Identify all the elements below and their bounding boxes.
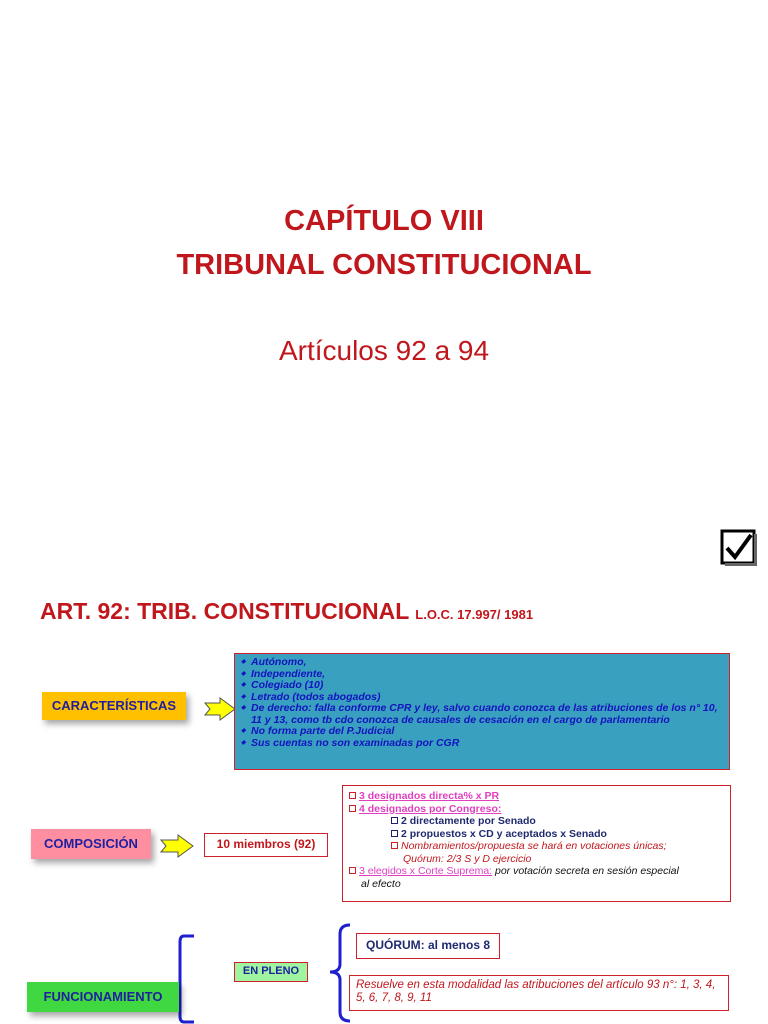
quorum-box: QUÓRUM: al menos 8 [356,933,500,959]
comp-subitem-senado: 2 directamente por Senado [401,815,536,827]
checkbox-icon [391,842,398,849]
miembros-box: 10 miembros (92) [204,833,328,857]
arrow-right-icon [204,697,236,721]
articles-subtitle: Artículos 92 a 94 [278,335,490,366]
article-law-ref: L.O.C. 17.997/ 1981 [415,607,534,622]
chapter-title: CAPÍTULO VIII [284,205,484,237]
article-title [40,598,533,625]
list-item: ◆ Sus cuentas no son examinadas por CGR [241,738,723,750]
composicion-box [342,785,731,902]
caracteristicas-label: CARACTERÍSTICAS [42,692,186,720]
chapter-subtitle: TRIBUNAL CONSTITUCIONAL [176,249,592,281]
list-item: ◆ Independiente, [241,669,723,681]
arrow-right-icon [160,834,194,858]
comp-item-congreso: 4 designados por Congreso: [359,802,502,815]
comp-item-corte-rest: por votación secreta en sesión especial [492,865,679,877]
comp-item-corte-line2: al efecto [361,877,401,890]
checked-box-icon [720,529,758,567]
checkbox-icon [349,867,356,874]
caracteristicas-box [234,653,730,770]
comp-subitem-nombramientos: Nombramientos/propuesta se hará en votaciones únicas; [401,840,667,852]
en-pleno-box: EN PLENO [234,962,308,982]
checkbox-icon [349,805,356,812]
list-item: ◆ Colegiado (10) [241,680,723,692]
composicion-label: COMPOSICIÓN [31,829,151,859]
checkbox-icon [391,830,398,837]
article-title-text: ART. 92: TRIB. CONSTITUCIONAL [40,598,409,624]
funcionamiento-label: FUNCIONAMIENTO [27,982,179,1012]
checkbox-icon [349,792,356,799]
checkbox-icon [391,817,398,824]
list-item: ◆ Autónomo, [241,657,723,669]
list-item: ◆ Letrado (todos abogados) [241,692,723,704]
comp-subitem-cd: 2 propuestos x CD y aceptados x Senado [401,827,607,840]
comp-subitem-quorum: Quórum: 2/3 S y D ejercicio [403,852,532,865]
comp-item-corte: 3 elegidos x Corte Suprema: [359,865,493,877]
resuelve-box: Resuelve en esta modalidad las atribuciones del artículo 93 n°: 1, 3, 4, 5, 6, 7, 8, 9, 11 [349,975,729,1011]
list-item: ◆ De derecho: falla conforme CPR y ley, salvo cuando conozca de las atribuciones de los n° 10, 11 y 13, como tb cdo conozca de causales de cesación en el cargo de parlamentario [241,703,723,726]
comp-item-pr: 3 designados directa% x PR [359,790,500,802]
list-item: ◆ No forma parte del P.Judicial [241,726,723,738]
